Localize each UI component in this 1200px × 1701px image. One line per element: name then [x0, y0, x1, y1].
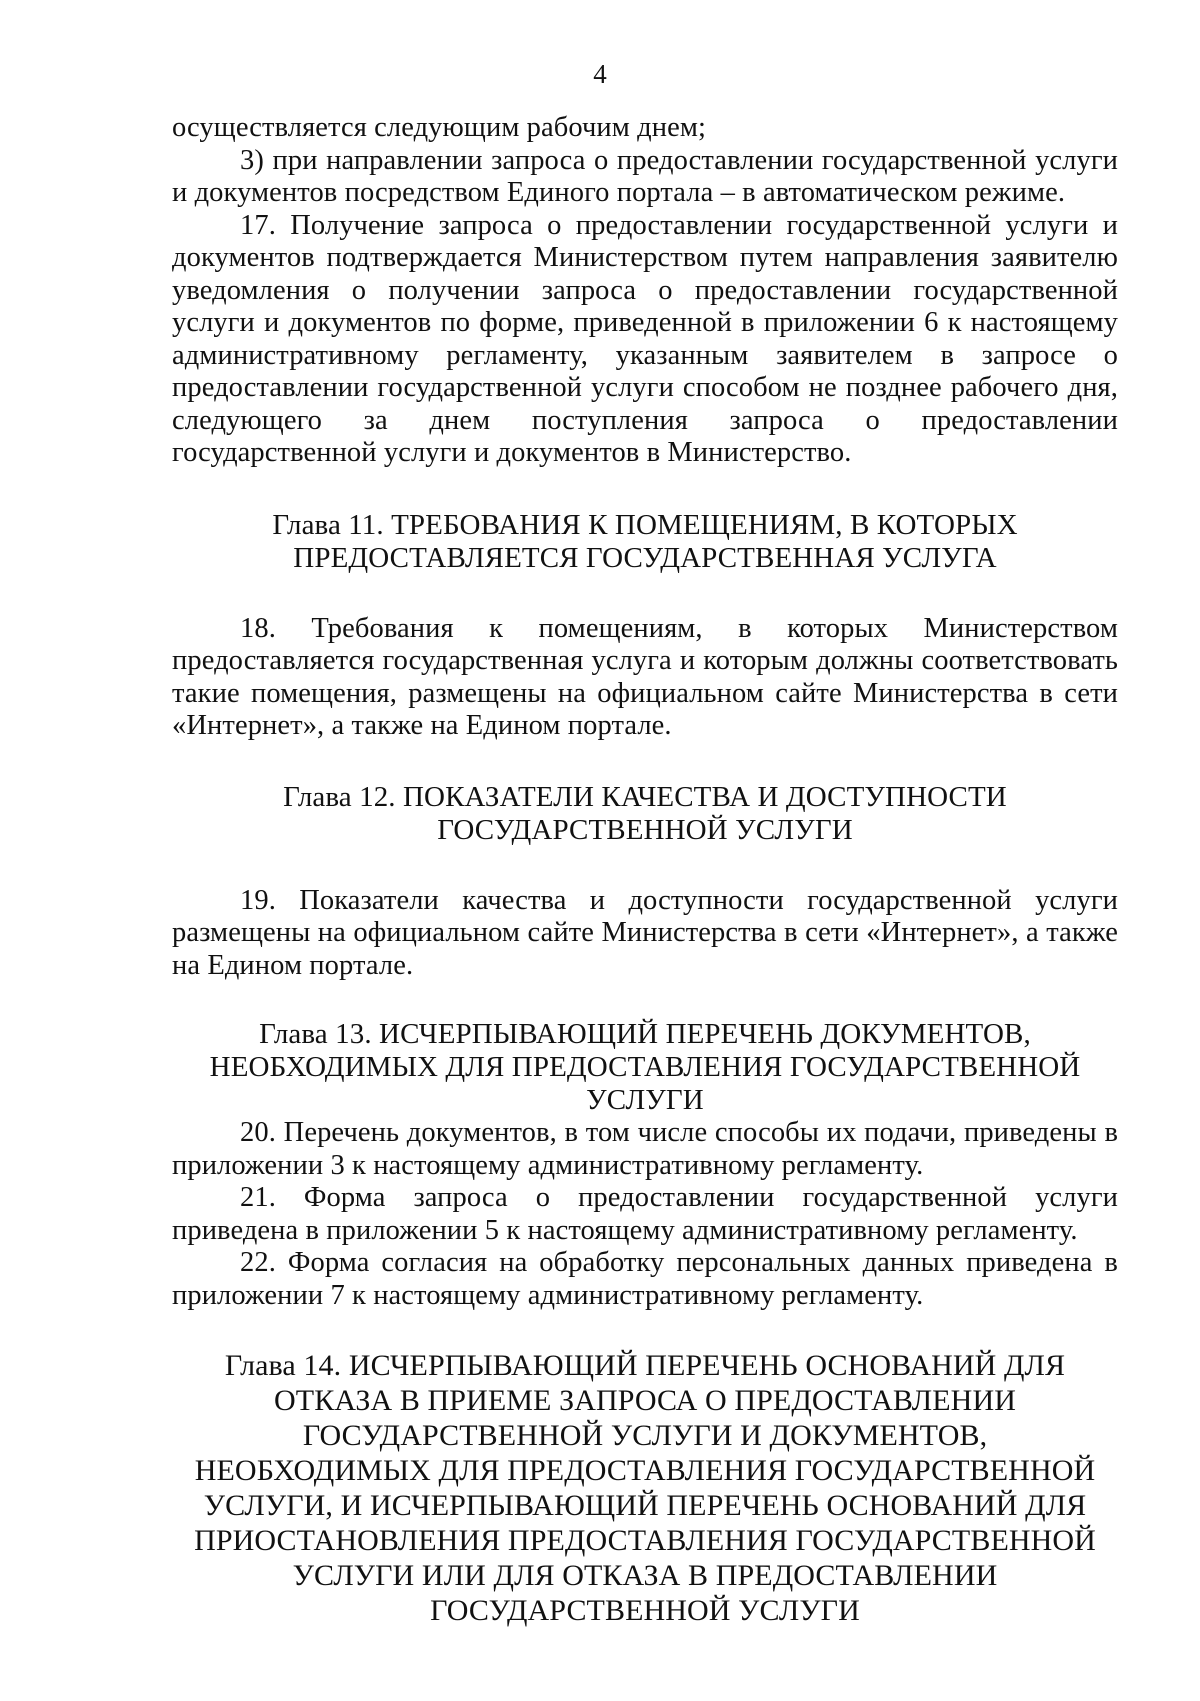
- chapter-11-heading: Глава 11. ТРЕБОВАНИЯ К ПОМЕЩЕНИЯМ, В КОТОРЫХ ПРЕДОСТАВЛЯЕТСЯ ГОСУДАРСТВЕННАЯ УСЛУГА: [272, 508, 1018, 574]
- paragraph-19: 19. Показатели качества и доступности государственной услуги размещены на официальном сайте Министерства в сети «Интернет», а также на Едином портале.: [172, 884, 1118, 981]
- paragraph-item-3: 3) при направлении запроса о предоставлении государственной услуги и документов посредством Единого портала – в автоматическом режиме.: [172, 144, 1118, 208]
- paragraph-22: 22. Форма согласия на обработку персональных данных приведена в приложении 7 к настоящему административному регламенту.: [172, 1247, 1118, 1311]
- paragraph-continuation: осуществляется следующим рабочим днем;: [172, 112, 706, 143]
- paragraph-17: 17. Получение запроса о предоставлении государственной услуги и документов подтверждается Министерством путем направления заявителю уведомления о получении запроса о предоставлении государственной услуги и документов по форме, приведенной в приложении 6 к настоящему административному регламенту, указанным заявителем в запросе о предоставлении государственной услуги способом не позднее рабочего дня, следующего за днем поступления запроса о предоставлении государственной услуги и документов в Министерство.: [172, 209, 1118, 468]
- chapter-13-heading: Глава 13. ИСЧЕРПЫВАЮЩИЙ ПЕРЕЧЕНЬ ДОКУМЕНТОВ, НЕОБХОДИМЫХ ДЛЯ ПРЕДОСТАВЛЕНИЯ ГОСУДАРСТВЕННОЙ УСЛУГИ: [209, 1018, 1081, 1116]
- paragraph-18: 18. Требования к помещениям, в которых Министерством предоставляется государственная услуга и которым должны соответствовать такие помещения, размещены на официальном сайте Министерства в сети «Интернет», а также на Едином портале.: [172, 612, 1118, 741]
- document-body: [172, 112, 1118, 1628]
- paragraph-20: 20. Перечень документов, в том числе способы их подачи, приведены в приложении 3 к настоящему административному регламенту.: [172, 1117, 1118, 1181]
- paragraph-21: 21. Форма запроса о предоставлении государственной услуги приведена в приложении 5 к настоящему административному регламенту.: [172, 1182, 1118, 1246]
- chapter-12-heading: Глава 12. ПОКАЗАТЕЛИ КАЧЕСТВА И ДОСТУПНОСТИ ГОСУДАРСТВЕННОЙ УСЛУГИ: [283, 780, 1007, 846]
- chapter-14-heading: Глава 14. ИСЧЕРПЫВАЮЩИЙ ПЕРЕЧЕНЬ ОСНОВАНИЙ ДЛЯ ОТКАЗА В ПРИЕМЕ ЗАПРОСА О ПРЕДОСТАВЛЕНИИ ГОСУДАРСТВЕННОЙ УСЛУГИ И ДОКУМЕНТОВ, НЕОБХОДИМЫХ ДЛЯ ПРЕДОСТАВЛЕНИЯ ГОСУДАРСТВЕННОЙ УСЛУГИ, И ИСЧЕРПЫВАЮЩИЙ ПЕРЕЧЕНЬ ОСНОВАНИЙ ДЛЯ ПРИОСТАНОВЛЕНИЯ ПРЕДОСТАВЛЕНИЯ ГОСУДАРСТВЕННОЙ УСЛУГИ ИЛИ ДЛЯ ОТКАЗА В ПРЕДОСТАВЛЕНИИ ГОСУДАРСТВЕННОЙ УСЛУГИ: [194, 1349, 1096, 1627]
- page-number: 4: [593, 59, 607, 89]
